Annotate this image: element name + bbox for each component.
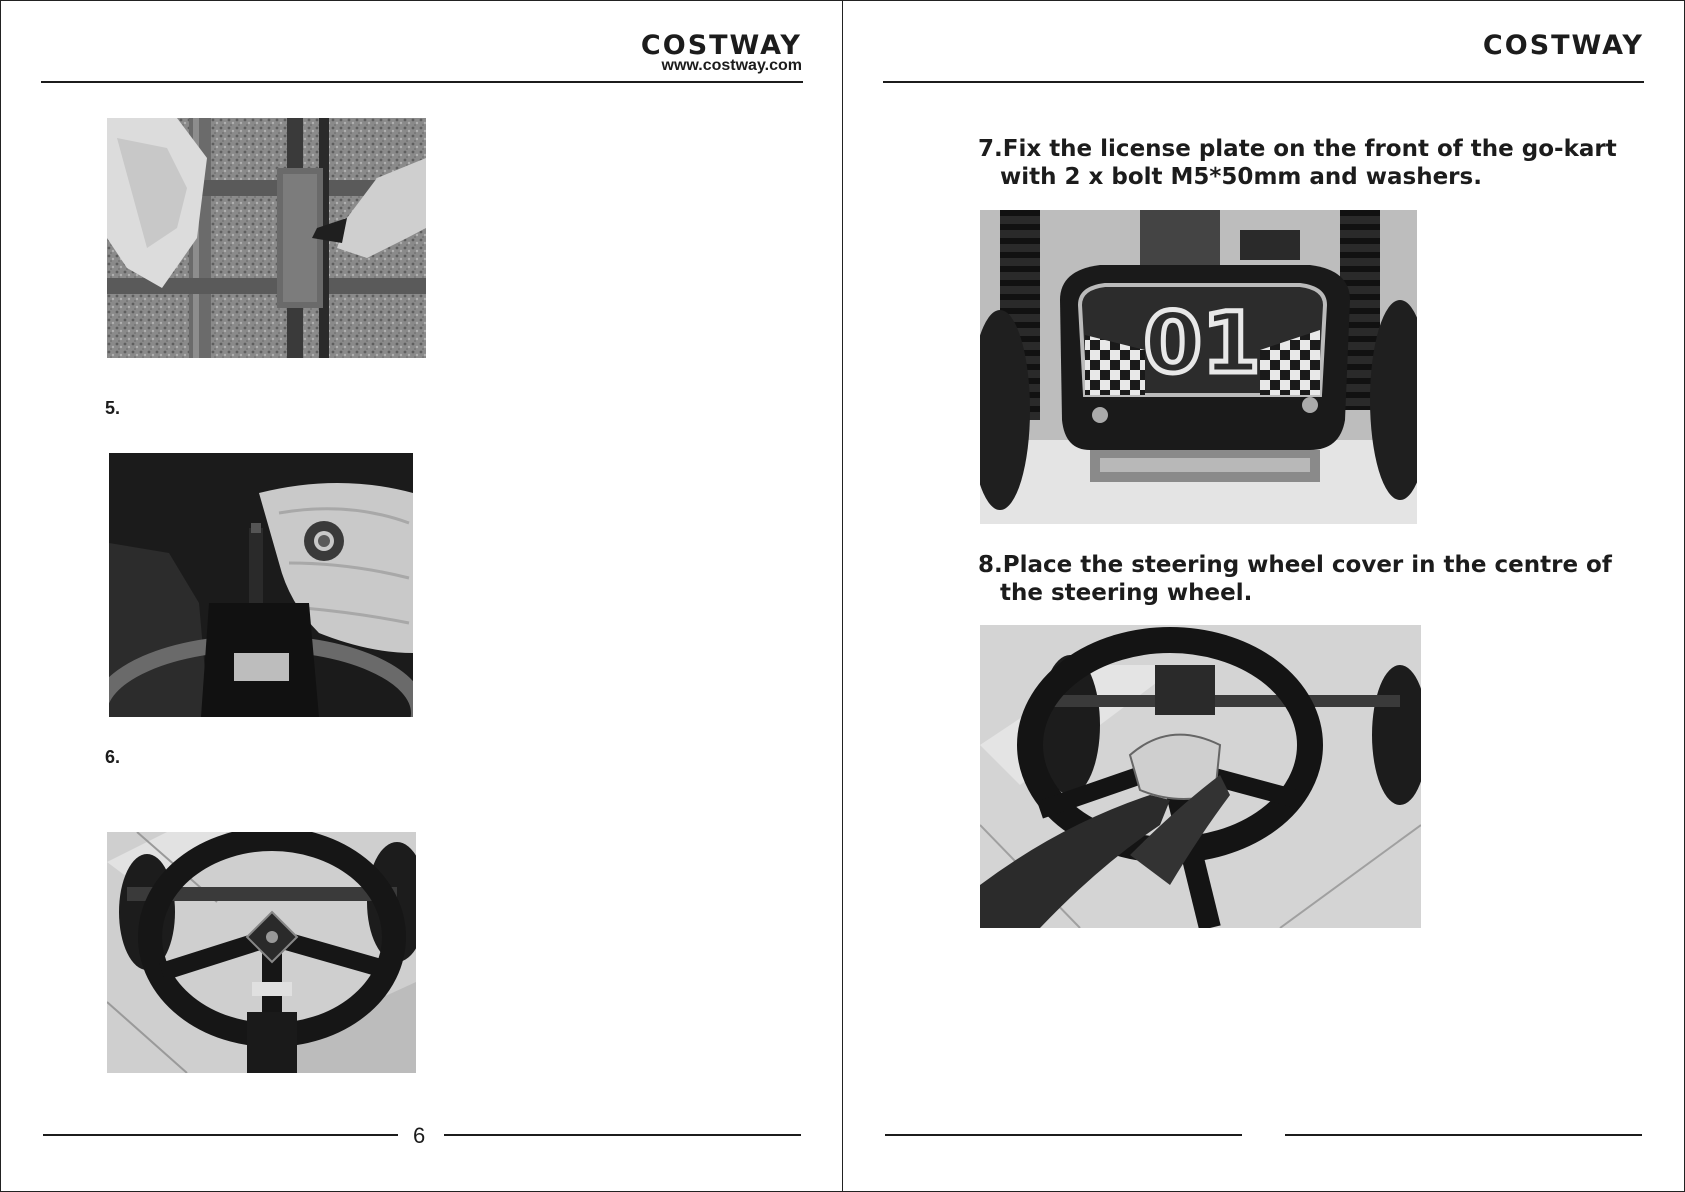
step-8-number: 8. xyxy=(978,552,1003,578)
step-8-line-1: Place the steering wheel cover in the centre of xyxy=(1002,552,1612,578)
header-rule xyxy=(883,81,1644,83)
step-8-instruction xyxy=(978,551,1612,607)
step-6-number: 6. xyxy=(105,747,121,767)
footer-rule-right xyxy=(1285,1134,1642,1136)
photo-frame-assembly xyxy=(107,118,426,358)
brand-logo: COSTWAY xyxy=(1482,30,1644,61)
photo-washer xyxy=(109,453,413,717)
footer-rule-left xyxy=(885,1134,1242,1136)
header-rule xyxy=(41,81,803,83)
brand-logo: COSTWAY xyxy=(640,30,802,61)
step-8-line-2: the steering wheel. xyxy=(1000,580,1253,606)
footer-rule-right xyxy=(444,1134,801,1136)
left-page xyxy=(1,1,842,1191)
step-7-line-1: Fix the license plate on the front of the go-kart xyxy=(1002,136,1617,162)
step-7-line-2: with 2 x bolt M5*50mm and washers. xyxy=(1000,164,1482,190)
photo-steering-wheel xyxy=(107,832,416,1073)
photo-license-plate xyxy=(980,210,1417,524)
plate-number: 01 xyxy=(1143,294,1261,392)
step-7-number: 7. xyxy=(978,136,1003,162)
website-link: www.costway.com xyxy=(661,57,802,74)
footer-rule-left xyxy=(43,1134,398,1136)
page-number: 6 xyxy=(413,1123,426,1148)
right-page xyxy=(843,1,1684,1191)
step-7-instruction xyxy=(978,135,1617,191)
step-5-number: 5. xyxy=(105,398,121,418)
photo-steering-cover xyxy=(980,625,1421,928)
